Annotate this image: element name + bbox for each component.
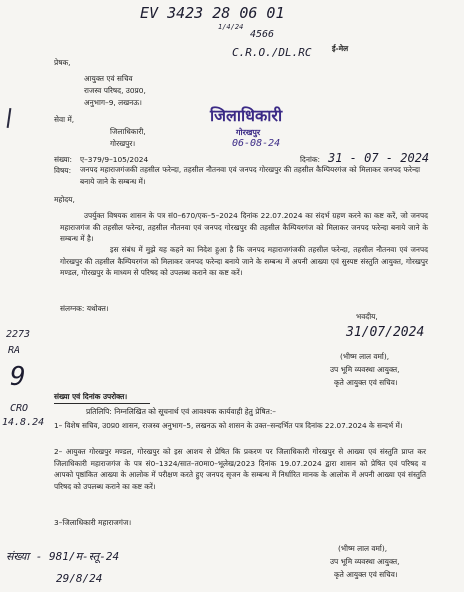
to-label: सेवा में,	[54, 115, 75, 124]
salutation: महोदय,	[54, 195, 75, 204]
handwritten-small-mark: 1/4/24	[218, 23, 244, 31]
signatory-name-1: (भीष्म लाल वर्मा),	[340, 352, 390, 361]
recipient-line-2: गोरखपुर।	[110, 139, 136, 148]
margin-note-ra: RA	[8, 345, 21, 356]
subject-label: विषय:	[54, 166, 72, 175]
reference-date: 31 - 07 - 2024	[328, 151, 430, 165]
signatory-designation-2a: उप भूमि व्यवस्था आयुक्त,	[330, 557, 400, 566]
signatory-designation-1b: कृते आयुक्त एवं सचिव।	[334, 378, 398, 387]
copy-item-3: 3–जिलाधिकारी महाराजगंज।	[54, 518, 132, 527]
body-paragraph-2: इस संबंध में मुझे यह कहने का निदेश हुआ है कि जनपद महाराजगंजकी तहसील फरेन्दा, तहसील नौतनवा एवं जनपद गोरखपुर की तहसील कैम्पियरगंज को मिलाकर जनपद फरेन्दा बनाये जाने के सम्बन्ध में अपनी आख्या एवं सुस्पष्ट संस्तुति आयुक्त, गोरखपुर मण्डल, गोरखपुर के माध्यम से परिषद को उपलब्ध कराने का कष्ट करें।	[60, 245, 428, 278]
signatory-designation-1a: उप भूमि व्यवस्था आयुक्त,	[330, 365, 400, 374]
receipt-stamp-city: गोरखपुर	[236, 128, 261, 137]
closing: भवदीय,	[356, 312, 378, 321]
bottom-handwritten-date: 29/8/24	[56, 572, 103, 585]
reference-number: ए–379/9–105/2024	[80, 155, 149, 164]
copy-intro: प्रतिलिपि: निम्नलिखित को सूचनार्थ एवं आवश्यक कार्यवाही हेतु प्रेषित:–	[86, 407, 277, 416]
handwritten-ref-number: EV 3423 28 06 01	[140, 4, 285, 22]
body-paragraph-1: उपर्युक्त विषयक शासन के पत्र सं0–670/एक–5–2024 दिनांक 22.07.2024 का संदर्भ ग्रहण करने का कष्ट करें, जो जनपद महाराजगंज की तहसील फरेन्दा, तहसील नौतनवा एवं जनपद गोरखपुर की तहसील कैम्पियरगंज को मिलाकर जनपद फरेन्दा बनाये जाने के सम्बन्ध में है।	[60, 211, 428, 244]
copy-item-2: 2– आयुक्त गोरखपुर मण्डल, गोरखपुर को इस आशय से प्रेषित कि प्रकरण पर जिलाधिकारी गोरखपुर से आख्या एवं संस्तुति प्राप्त कर जिलाधिकारी महाराजगंज के पत्र सं0–1324/सात–त0मा0–भूलेख/2023 दिनांक 19.07.2024 द्वारा शासन को प्रेषित एवं परिषद व आपको पृष्ठांकित आख्या के आलोक में परीक्षण करते हुए जनपद सृजन के सम्बन्ध में निर्धारित मानक के आलोक में अपनी आख्या एवं संस्तुति परिषद को उपलब्ध कराने का कष्ट करें।	[54, 447, 426, 491]
reference-label: संख्या:	[54, 155, 73, 164]
receipt-stamp-date: 06-08-24	[232, 138, 281, 149]
margin-tick-mark	[7, 108, 12, 128]
margin-note-cro: CRO	[10, 403, 29, 414]
signatory-designation-2b: कृते आयुक्त एवं सचिव।	[334, 570, 398, 579]
sender-label: प्रेषक,	[54, 58, 71, 67]
copy-heading-underline	[54, 403, 150, 404]
sender-line-3: अनुभाग–9, लखनऊ।	[84, 98, 142, 107]
recipient-line-1: जिलाधिकारी,	[110, 127, 146, 136]
margin-note-date: 14.8.24	[2, 417, 45, 428]
sender-line-1: आयुक्त एवं सचिव	[84, 74, 133, 83]
handwritten-4566: 4566	[250, 29, 275, 40]
subject-text: जनपद महाराजगंजकी तहसील फरेन्दा, तहसील नौतनवा एवं जनपद गोरखपुर की तहसील कैम्पियरगंज को मिलाकर जनपद फरेन्दा बनाये जाने के सम्बन्ध में।	[80, 165, 420, 186]
reference-date-label: दिनांक:	[300, 155, 321, 164]
sender-line-2: राजस्व परिषद, उ0प्र0,	[84, 86, 146, 95]
email-tag: ई-मेल	[332, 44, 349, 53]
handwritten-cro-dlrc: C.R.O./DL.RC	[232, 46, 312, 59]
handwritten-signature-date: 31/07/2024	[346, 325, 425, 340]
margin-note-number: 2273	[6, 329, 31, 340]
receipt-stamp-title: जिलाधिकारी	[210, 106, 283, 125]
copy-item-1: 1– विशेष सचिव, उ0प्र0 शासन, राजस्व अनुभाग–5, लखनऊ को शासन के उक्त–सन्दर्भित पत्र दिनांक 22.07.2024 के सन्दर्भ में।	[54, 421, 403, 430]
signatory-name-2: (भीष्म लाल वर्मा),	[338, 544, 388, 553]
enclosure: संलग्नक: यथोक्त।	[60, 304, 109, 313]
copy-heading: संख्या एवं दिनांक उपरोक्त।	[54, 392, 128, 401]
margin-note-nine: 9	[10, 362, 26, 392]
bottom-handwritten-number: संख्या - 981/म-स्तू-24	[6, 550, 120, 563]
